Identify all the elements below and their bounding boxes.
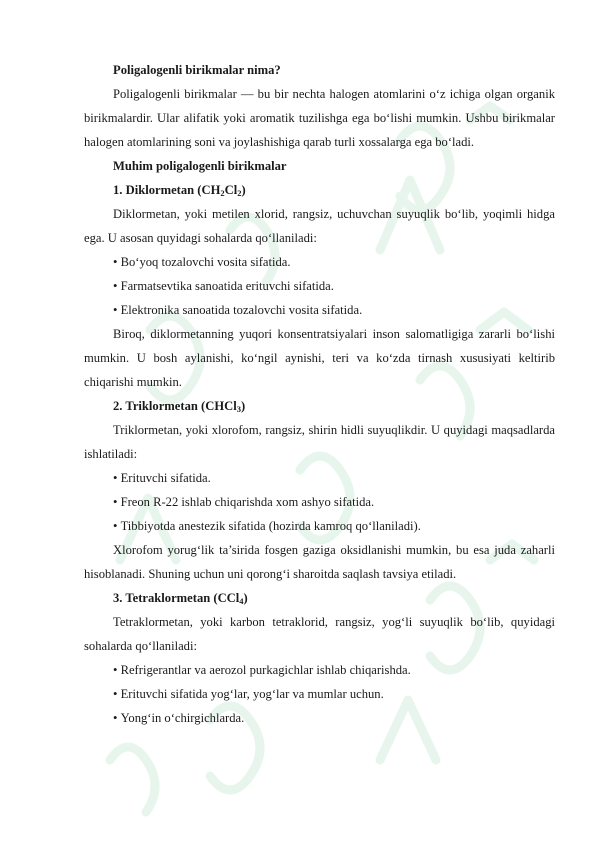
list-item: • Bo‘yoq tozalovchi vosita sifatida.: [84, 250, 555, 274]
list-item: • Tibbiyotda anestezik sifatida (hozirda kamroq qo‘llaniladi).: [84, 514, 555, 538]
list-item: • Elektronika sanoatida tozalovchi vosita sifatida.: [84, 298, 555, 322]
list-item: • Erituvchi sifatida.: [84, 466, 555, 490]
diklormetan-description: Diklormetan, yoki metilen xlorid, rangsiz, uchuvchan suyuqlik bo‘lib, yoqimli hidga ega. U asosan quyidagi sohalarda qo‘llaniladi:: [84, 207, 555, 245]
document-title: Poligalogenli birikmalar nima?: [113, 63, 281, 77]
intro-paragraph: Poligalogenli birikmalar — bu bir nechta halogen atomlarini o‘z ichiga olgan organik birikmalardir. Ular alifatik yoki aromatik tuzilishga ega bo‘lishi mumkin. Ushbu birikmalar halogen atomlarining soni va joylashishiga qarab turli xossalarga ega bo‘ladi.: [84, 87, 555, 149]
tetraklormetan-description: Tetraklormetan, yoki karbon tetraklorid, rangsiz, yog‘li suyuqlik bo‘lib, quyidagi sohalarda qo‘llaniladi:: [84, 615, 555, 653]
list-item: • Erituvchi sifatida yog‘lar, yog‘lar va mumlar uchun.: [84, 682, 555, 706]
list-item: • Freon R-22 ishlab chiqarishda xom ashyo sifatida.: [84, 490, 555, 514]
list-item: • Refrigerantlar va aerozol purkagichlar ishlab chiqarishda.: [84, 658, 555, 682]
list-item: • Farmatsevtika sanoatida erituvchi sifatida.: [84, 274, 555, 298]
triklormetan-note: Xlorofom yorug‘lik ta’sirida fosgen gaziga oksidlanishi mumkin, bu esa juda zaharli hisoblanadi. Shuning uchun uni qorong‘i sharoitda saqlash tavsiya etiladi.: [84, 543, 555, 581]
section-heading: Muhim poligalogenli birikmalar: [113, 159, 287, 173]
triklormetan-description: Triklormetan, yoki xlorofom, rangsiz, shirin hidli suyuqlikdir. U quyidagi maqsadlarda ishlatiladi:: [84, 423, 555, 461]
heading-tetraklormetan: 3. Tetraklormetan (CCl$_4$): [113, 591, 248, 606]
heading-diklormetan: 1. Diklormetan $(CH_2Cl_2)$: [113, 183, 246, 198]
list-item: • Yong‘in o‘chirgichlarda.: [84, 706, 555, 730]
heading-triklormetan: 2. Triklormetan (CHCl$_3$): [113, 399, 246, 414]
diklormetan-note: Biroq, diklormetanning yuqori konsentratsiyalari inson salomatligiga zararli bo‘lishi mumkin. U bosh aylanishi, ko‘ngil aynishi, teri va ko‘zda tirnash xususiyati keltirib chiqarishi mumkin.: [84, 327, 555, 389]
document-body: [84, 58, 555, 730]
